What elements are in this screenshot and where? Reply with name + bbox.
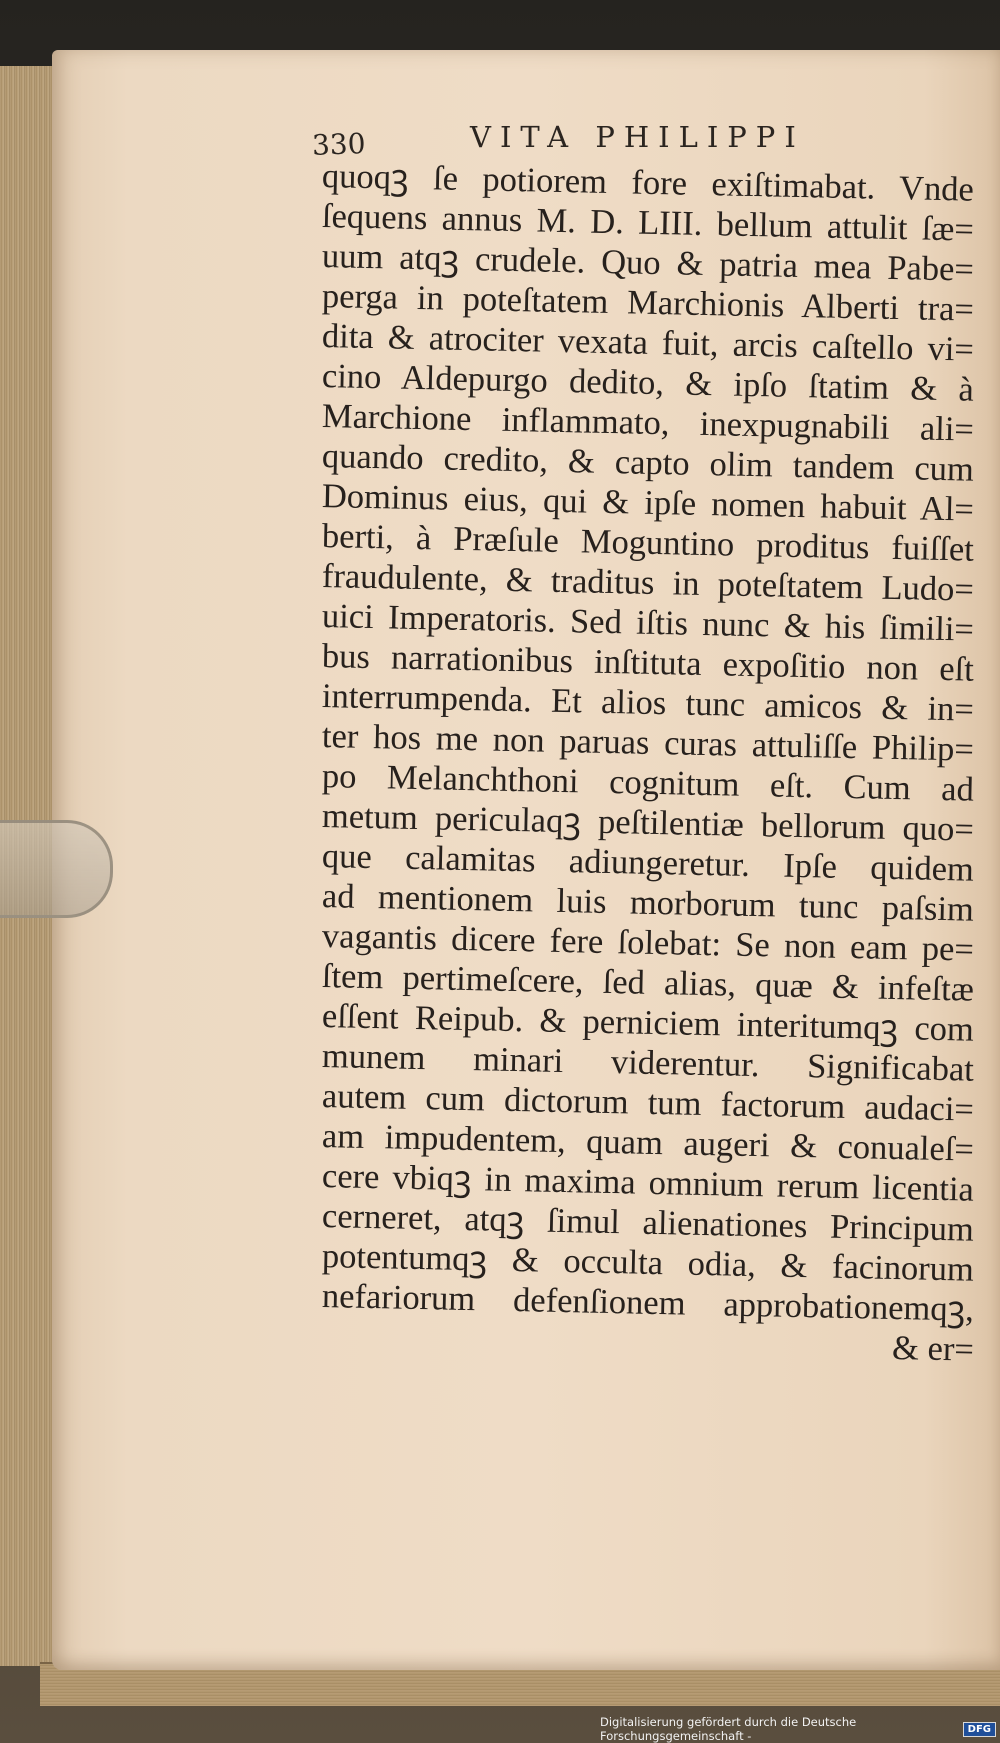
text-line: ter hos me non paruas curas attuliſſe Philip= <box>321 717 975 769</box>
text-line: Marchione inflammato, inexpugnabili ali= <box>321 397 975 449</box>
text-line: vagantis dicere fere ſolebat: Se non eam pe= <box>321 917 975 969</box>
text-line: que calamitas adiungeretur. Ipſe quidem <box>321 837 975 889</box>
text-line: potentumqꝫ & occulta odia, & facinorum <box>321 1237 975 1289</box>
page-header <box>311 116 920 162</box>
text-line: cere vbiqꝫ in maxima omnium rerum licentia <box>321 1157 975 1209</box>
page-number: 330 <box>311 127 367 162</box>
text-line: berti, à Præſule Moguntino proditus fuiſſet <box>321 517 975 569</box>
text-line: uici Imperatoris. Sed iſtis nunc & his ſimili= <box>321 597 975 649</box>
text-line: metum periculaqꝫ peſtilentiæ bellorum quo= <box>321 797 975 849</box>
text-line: nefariorum defenſionem approbationemqꝫ, <box>321 1277 975 1329</box>
text-line: munem minari viderentur. Significabat <box>321 1037 975 1089</box>
text-line: Dominus eius, qui & ipſe nomen habuit Al= <box>321 477 975 529</box>
text-line: perga in poteſtatem Marchionis Alberti tra= <box>321 277 975 329</box>
book-clip <box>0 820 113 918</box>
text-line: po Melanchthoni cognitum eſt. Cum ad <box>321 757 975 809</box>
digitization-credit <box>600 1715 1000 1743</box>
text-line: uum atqꝫ crudele. Quo & patria mea Pabe= <box>321 237 975 289</box>
text-line: cerneret, atqꝫ ſimul alienationes Principum <box>321 1197 975 1249</box>
text-line: fraudulente, & traditus in poteſtatem Ludo= <box>321 557 975 609</box>
credit-text: Digitalisierung gefördert durch die Deutsche Forschungsgemeinschaft - <box>600 1715 857 1743</box>
text-line: bus narrationibus inſtituta expoſitio non eſt <box>321 637 975 689</box>
text-line: am impudentem, quam augeri & conualeſ= <box>321 1117 975 1169</box>
text-line: ſtem pertimeſcere, ſed alias, quæ & infeſtæ <box>321 957 975 1009</box>
text-line: quando credito, & capto olim tandem cum <box>321 437 975 489</box>
body-text <box>321 156 975 1369</box>
text-line: ad mentionem luis morborum tunc paſsim <box>321 877 975 929</box>
text-line: eſſent Reipub. & perniciem interitumqꝫ com <box>321 997 975 1049</box>
dfg-logo: DFG <box>963 1722 996 1737</box>
text-line: dita & atrociter vexata fuit, arcis caſtello vi= <box>321 317 975 369</box>
catchword: & er= <box>891 1328 975 1369</box>
text-line: ſequens annus M. D. LIII. bellum attulit ſæ= <box>321 197 975 249</box>
text-line: cino Aldepurgo dedito, & ipſo ſtatim & à <box>321 357 975 409</box>
running-title: VITA PHILIPPI <box>470 120 805 154</box>
text-line: quoqꝫ ſe potiorem fore exiſtimabat. Vnde <box>321 157 975 209</box>
text-line: interrumpenda. Et alios tunc amicos & in= <box>321 677 975 729</box>
text-line: autem cum dictorum tum factorum audaci= <box>321 1077 975 1129</box>
